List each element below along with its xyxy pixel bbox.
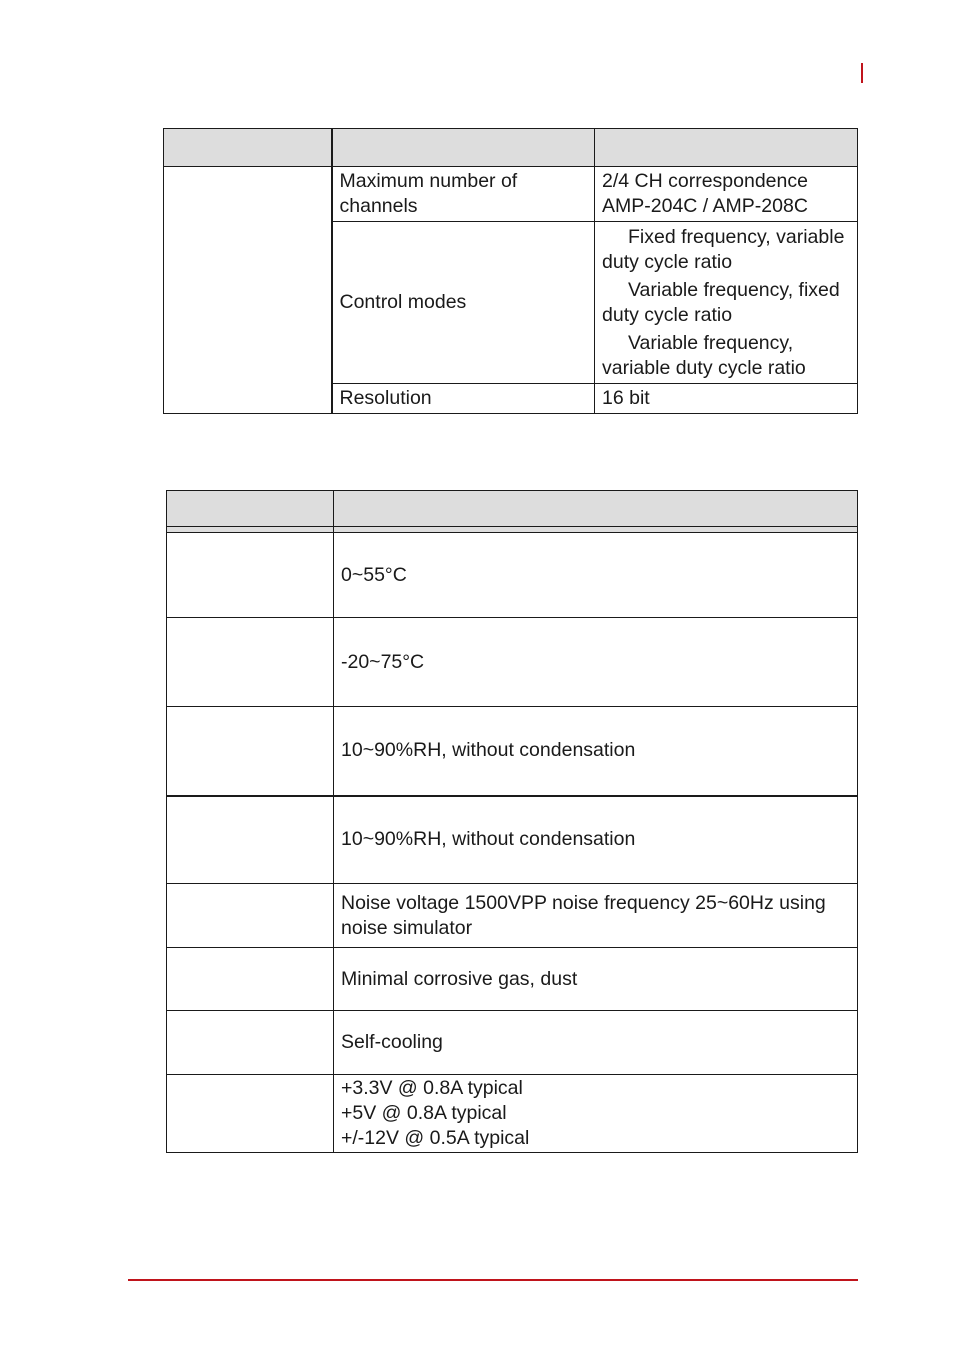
table-row — [167, 533, 858, 618]
table-row — [167, 884, 858, 948]
row-label — [167, 796, 334, 884]
row-value: 0~55°C — [334, 533, 858, 618]
list-item: Variable frequency, fixed duty cycle ratio — [602, 278, 840, 326]
control-modes-list — [595, 222, 858, 384]
table-row — [164, 167, 858, 222]
list-item: +3.3V @ 0.8A typical — [341, 1077, 523, 1099]
row-value: Noise voltage 1500VPP noise frequency 25~60Hz using noise simulator — [334, 884, 858, 948]
row-label — [167, 1075, 334, 1153]
table-row — [167, 707, 858, 796]
list-item: +5V @ 0.8A typical — [341, 1102, 507, 1124]
header-cell — [164, 129, 332, 167]
table-row — [167, 796, 858, 884]
pwm-spec-table — [163, 128, 858, 414]
list-item: Fixed frequency, variable duty cycle ratio — [602, 225, 845, 273]
footer-red-rule — [128, 1279, 858, 1281]
row-label — [167, 948, 334, 1011]
row-value: Minimal corrosive gas, dust — [334, 948, 858, 1011]
header-cell — [167, 491, 334, 527]
spec-item: Resolution — [332, 384, 595, 414]
row-value: Self-cooling — [334, 1011, 858, 1075]
table-row — [167, 948, 858, 1011]
header-red-marker — [861, 63, 863, 83]
power-consumption-values — [334, 1075, 858, 1153]
spec-value: 2/4 CH correspondence AMP-204C / AMP-208C — [595, 167, 858, 222]
spec-item: Maximum number of channels — [332, 167, 595, 222]
table-row — [167, 1075, 858, 1153]
header-cell — [332, 129, 595, 167]
table-header-row — [167, 491, 858, 527]
header-cell — [595, 129, 858, 167]
table-header-row — [164, 129, 858, 167]
row-value: -20~75°C — [334, 618, 858, 707]
list-item: +/-12V @ 0.5A typical — [341, 1127, 530, 1149]
table-row — [167, 1011, 858, 1075]
spec-item: Control modes — [332, 222, 595, 384]
environment-spec-table — [166, 490, 858, 1153]
row-label — [167, 1011, 334, 1075]
row-label — [167, 884, 334, 948]
row-value: 10~90%RH, without condensation — [334, 796, 858, 884]
list-item: Variable frequency, variable duty cycle ratio — [602, 331, 806, 379]
row-label — [167, 707, 334, 796]
row-label — [167, 533, 334, 618]
table-row — [167, 618, 858, 707]
header-cell — [334, 491, 858, 527]
category-cell — [164, 167, 332, 414]
row-label — [167, 618, 334, 707]
spec-value: 16 bit — [595, 384, 858, 414]
row-value: 10~90%RH, without condensation — [334, 707, 858, 796]
